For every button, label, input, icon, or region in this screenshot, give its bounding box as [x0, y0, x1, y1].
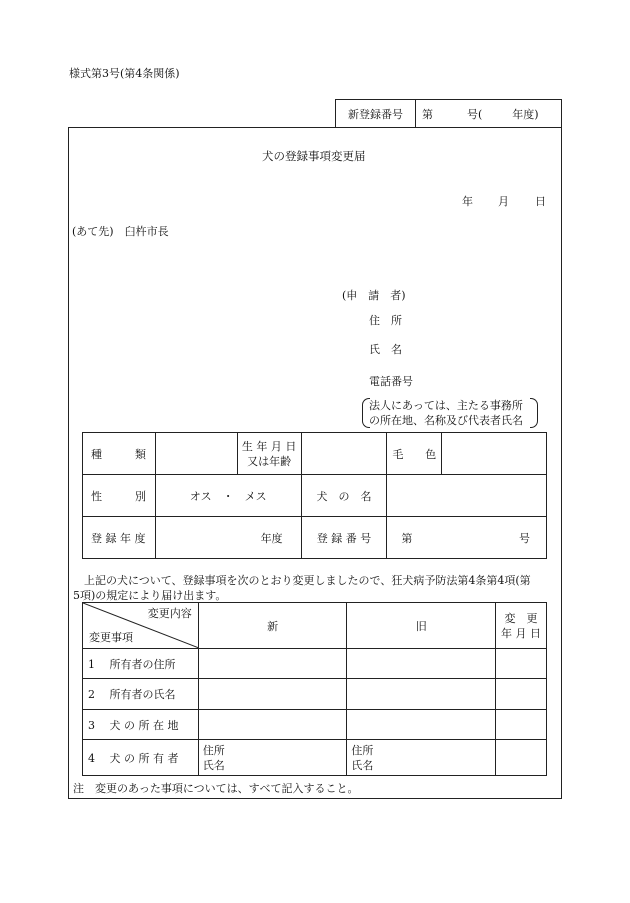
header-change-content: 変更内容: [147, 607, 192, 620]
registration-number-box: [335, 99, 562, 128]
row-4-new-address-label: 住所: [202, 743, 225, 757]
reg-no-dai: 第: [401, 531, 413, 545]
row-1-old[interactable]: [347, 649, 496, 679]
reg-year-nendo: 年度: [260, 531, 283, 545]
addressee: (あて先) 臼杵市長: [72, 225, 169, 238]
registration-label: 新登録番号: [336, 100, 416, 127]
row-label-2: 2 所有者の氏名: [83, 679, 199, 710]
registration-value[interactable]: [416, 100, 561, 127]
row-2-date[interactable]: [496, 679, 547, 710]
sex-label: 性 別: [83, 475, 156, 517]
applicant-name-label: 氏 名: [369, 343, 402, 356]
birth-label: [237, 433, 301, 475]
row-label-3: 3 犬 の 所 在 地: [83, 710, 199, 740]
row-2-old[interactable]: [347, 679, 496, 710]
table-row: [83, 475, 547, 517]
form-number: 様式第3号(第4条関係): [69, 67, 180, 80]
kind-label: 種 類: [83, 433, 156, 475]
row-1-date[interactable]: [496, 649, 547, 679]
header-old: 旧: [347, 603, 496, 649]
table-row: [83, 433, 547, 475]
table-row: [83, 517, 547, 559]
sex-field[interactable]: オス ・ メス: [155, 475, 301, 517]
header-change-item: 変更事項: [89, 631, 133, 644]
table-row: [83, 740, 547, 776]
dog-name-field[interactable]: [387, 475, 547, 517]
corporate-note-line-1: 法人にあっては、主たる事務所: [369, 399, 523, 412]
row-4-new[interactable]: [198, 740, 347, 776]
row-label-1: 1 所有者の住所: [83, 649, 199, 679]
reg-year-label: 登 録 年 度: [83, 517, 156, 559]
change-table: [82, 602, 547, 776]
row-3-old[interactable]: [347, 710, 496, 740]
diagonal-header-cell: [83, 603, 199, 649]
dog-info-table: [82, 432, 547, 559]
row-4-new-name-label: 氏名: [202, 758, 225, 772]
table-row: [83, 649, 547, 679]
header-change-date-line-2: 年 月 日: [501, 626, 542, 640]
reg-no-gou: 号: [519, 531, 530, 545]
row-4-date[interactable]: [496, 740, 547, 776]
row-3-date[interactable]: [496, 710, 547, 740]
corporate-note: [362, 398, 538, 428]
registration-nendo: 年度): [512, 107, 539, 121]
birth-field[interactable]: [301, 433, 387, 475]
birth-label-line-2: 又は年齢: [247, 454, 292, 468]
table-row: [83, 679, 547, 710]
coat-label: 毛 色: [387, 433, 442, 475]
header-change-date-line-1: 変 更: [504, 611, 538, 625]
row-4-old-address-label: 住所: [351, 743, 374, 757]
registration-dai: 第: [422, 107, 433, 121]
row-1-new[interactable]: [198, 649, 347, 679]
row-label-4: 4 犬 の 所 有 者: [83, 740, 199, 776]
table-row: [83, 603, 547, 649]
statement-line-2: 5項)の規定により届け出ます。: [73, 589, 227, 602]
registration-gou: 号(: [467, 107, 483, 121]
dog-name-label: 犬 の 名: [301, 475, 387, 517]
applicant-phone-label: 電話番号: [369, 375, 413, 388]
coat-field[interactable]: [442, 433, 547, 475]
reg-no-field[interactable]: [387, 517, 547, 559]
row-4-old[interactable]: [347, 740, 496, 776]
reg-no-label: 登 録 番 号: [301, 517, 387, 559]
kind-field[interactable]: [155, 433, 237, 475]
row-2-new[interactable]: [198, 679, 347, 710]
applicant-heading: (申 請 者): [342, 289, 406, 302]
corporate-note-line-2: の所在地、名称及び代表者氏名: [369, 414, 523, 427]
row-4-old-name-label: 氏名: [351, 758, 374, 772]
date-year[interactable]: 年: [462, 195, 473, 208]
applicant-address-label: 住 所: [369, 314, 402, 327]
row-3-new[interactable]: [198, 710, 347, 740]
birth-label-line-1: 生 年 月 日: [241, 439, 297, 453]
header-change-date: [496, 603, 547, 649]
table-row: [83, 710, 547, 740]
header-new: 新: [198, 603, 347, 649]
footnote: 注 変更のあった事項については、すべて記入すること。: [73, 782, 359, 795]
date-month[interactable]: 月: [498, 195, 509, 208]
page-title: 犬の登録事項変更届: [262, 149, 366, 163]
statement-line-1: 上記の犬について、登録事項を次のとおり変更しましたので、狂犬病予防法第4条第4項(第: [73, 574, 531, 587]
reg-year-field[interactable]: [155, 517, 301, 559]
date-day[interactable]: 日: [535, 195, 546, 208]
